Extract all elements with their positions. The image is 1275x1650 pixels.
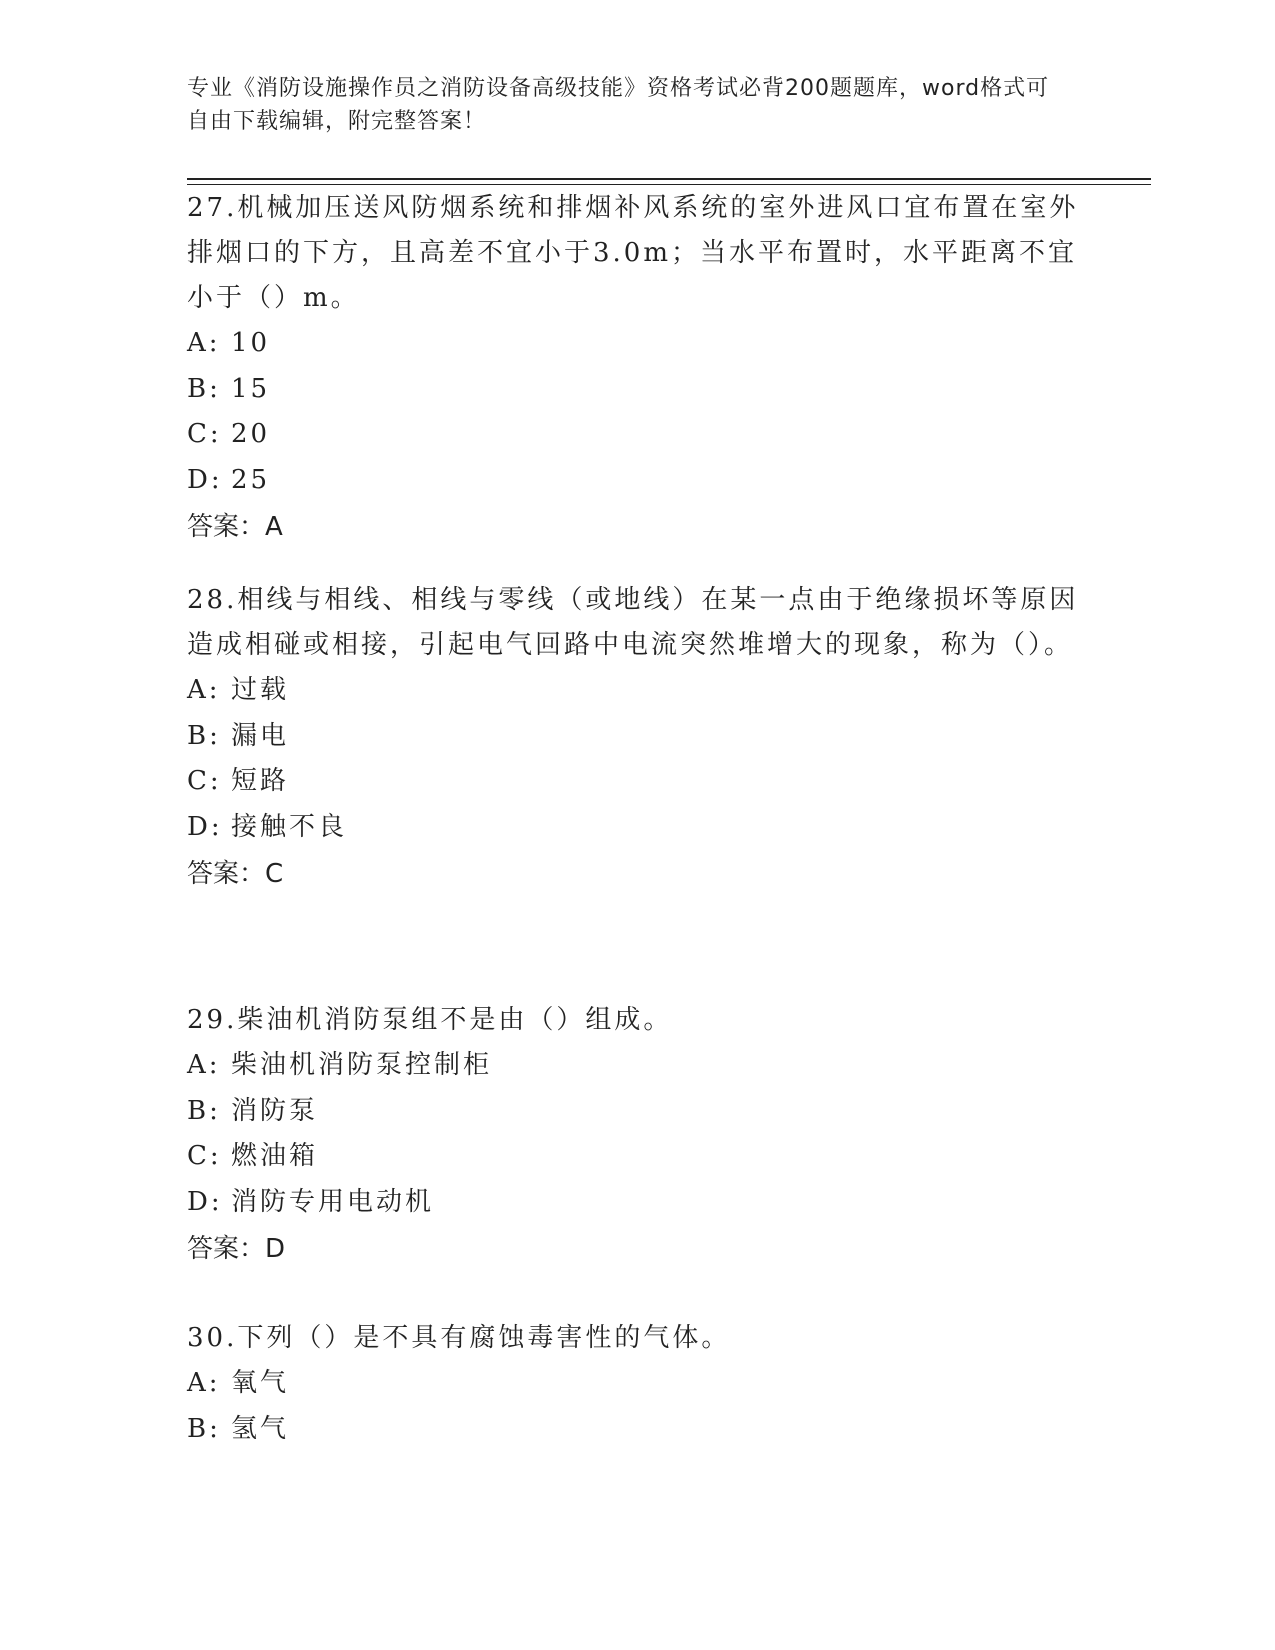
option-text: 漏电 [231,720,290,751]
option-text: 20 [231,419,271,449]
option-a [187,1361,1087,1407]
question-text: 28.相线与相线、相线与零线（或地线）在某一点由于绝缘损坏等原因造成相碰或相接，引起电气回路中电流突然堆增大的现象，称为（）。 [187,585,1079,660]
option-a [187,1043,1087,1089]
option-label: A: [187,328,221,358]
question-29 [187,998,1087,1272]
option-label: C: [187,1141,222,1171]
option-label: B: [187,1095,221,1126]
answer-line: 答案：D [187,1234,286,1264]
option-c [187,759,1087,805]
option-text: 过载 [231,675,290,705]
option-b [187,714,1087,760]
option-b [187,1089,1087,1135]
option-text: 接触不良 [231,811,348,842]
option-b [187,1407,1087,1453]
option-label: D: [187,1186,223,1217]
option-text: 10 [231,328,271,358]
option-c [187,412,1087,458]
option-text: 25 [231,464,271,495]
option-d [187,458,1087,504]
option-b [187,367,1087,413]
option-text: 消防泵 [231,1095,319,1126]
option-label: B: [187,720,221,751]
option-c [187,1134,1087,1180]
option-text: 短路 [231,766,290,796]
option-label: C: [187,766,222,796]
option-label: C: [187,419,222,449]
header-rule-thin [187,184,1151,185]
option-label: A: [187,675,221,705]
option-label: B: [187,373,221,404]
option-label: A: [187,1368,221,1398]
question-text: 27.机械加压送风防烟系统和排烟补风系统的室外进风口宜布置在室外排烟口的下方，且高差不宜小于3.0m；当水平布置时，水平距离不宜小于（）m。 [187,193,1079,313]
answer-line: 答案：A [187,512,283,542]
question-30 [187,1316,1087,1452]
option-label: A: [187,1050,221,1080]
question-28 [187,578,1087,897]
option-label: D: [187,464,223,495]
question-27 [187,186,1087,550]
header-rule-thick [187,178,1151,180]
option-d [187,1180,1087,1226]
option-d [187,805,1087,851]
option-text: 氧气 [231,1368,290,1398]
option-label: D: [187,811,223,842]
option-label: B: [187,1413,221,1444]
option-text: 15 [231,373,271,404]
question-text: 29.柴油机消防泵组不是由（）组成。 [187,1005,673,1035]
question-text: 30.下列（）是不具有腐蚀毒害性的气体。 [187,1323,731,1353]
option-a [187,321,1087,367]
option-a [187,668,1087,714]
option-text: 柴油机消防泵控制柜 [231,1050,493,1080]
option-text: 氢气 [231,1413,290,1444]
answer-line: 答案：C [187,859,284,889]
document-title: 专业《消防设施操作员之消防设备高级技能》资格考试必背200题题库，word格式可自由下载编辑，附完整答案！ [187,76,1050,134]
option-text: 燃油箱 [231,1141,319,1171]
option-text: 消防专用电动机 [231,1186,435,1217]
